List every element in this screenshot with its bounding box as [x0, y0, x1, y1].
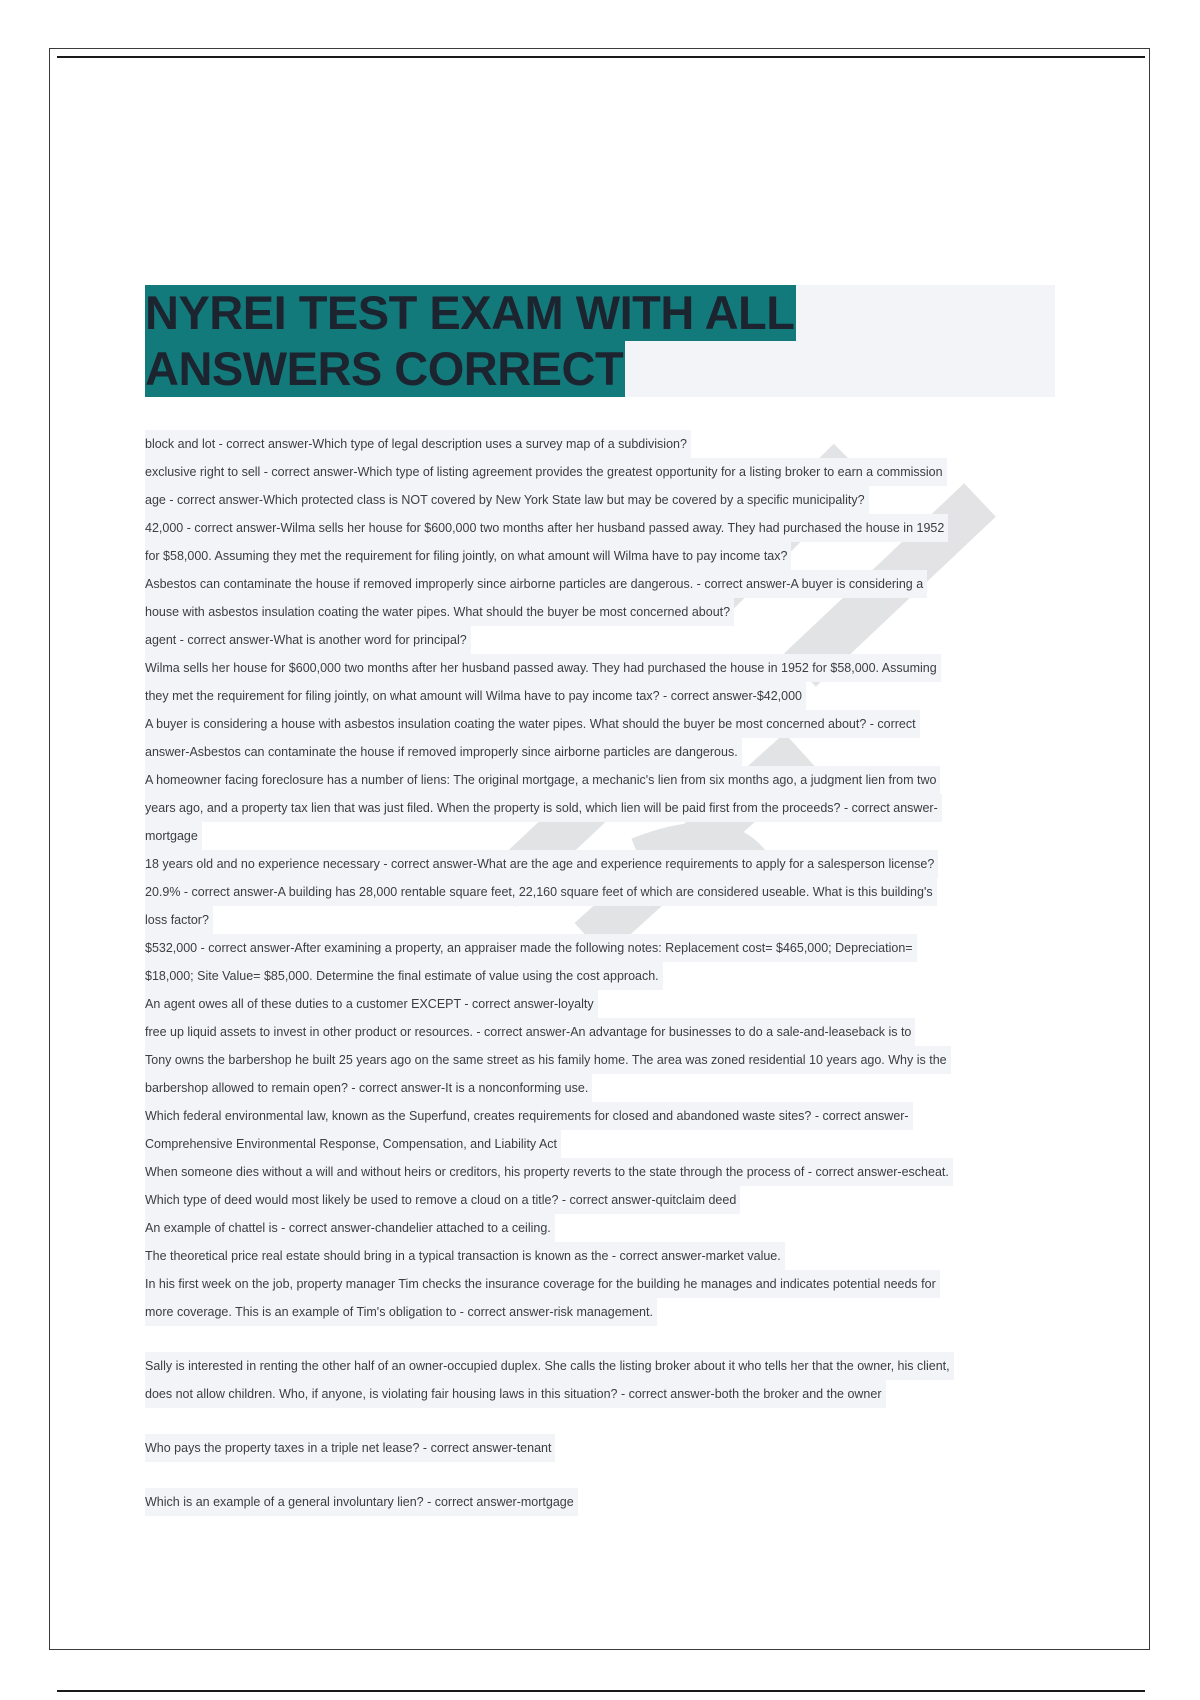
text-line: mortgage — [145, 822, 202, 850]
text-line: Sally is interested in renting the other half of an owner-occupied duplex. She calls the listing broker about it who tells her that the owner, his client, — [145, 1352, 954, 1380]
text-line: loss factor? — [145, 906, 213, 934]
text-line: A homeowner facing foreclosure has a number of liens: The original mortgage, a mechanic's lien from six months ago, a judgment lien from two — [145, 766, 940, 794]
text-line: for $58,000. Assuming they met the requirement for filing jointly, on what amount will Wilma have to pay income tax? — [145, 542, 791, 570]
document-title — [145, 285, 1055, 397]
paragraph-gap — [145, 1326, 1065, 1352]
text-line: years ago, and a property tax lien that was just filed. When the property is sold, which lien will be paid first from the proceeds? - correct answer- — [145, 794, 942, 822]
title-line-1: NYREI TEST EXAM WITH ALL — [145, 286, 795, 339]
text-line: barbershop allowed to remain open? - correct answer-It is a nonconforming use. — [145, 1074, 592, 1102]
text-line: $18,000; Site Value= $85,000. Determine the final estimate of value using the cost approach. — [145, 962, 663, 990]
paragraph-gap — [145, 1462, 1065, 1488]
text-line: Wilma sells her house for $600,000 two months after her husband passed away. They had purchased the house in 1952 for $58,000. Assuming — [145, 654, 941, 682]
text-line: 18 years old and no experience necessary - correct answer-What are the age and experience requirements to apply for a salesperson license? — [145, 850, 938, 878]
text-line: exclusive right to sell - correct answer-Which type of listing agreement provides the greatest opportunity for a listing broker to earn a commission — [145, 458, 947, 486]
text-line: When someone dies without a will and without heirs or creditors, his property reverts to the state through the process of - correct answer-escheat. — [145, 1158, 953, 1186]
text-line: does not allow children. Who, if anyone, is violating fair housing laws in this situation? - correct answer-both the broker and the owner — [145, 1380, 886, 1408]
text-line: Tony owns the barbershop he built 25 years ago on the same street as his family home. The area was zoned residential 10 years ago. Why is the — [145, 1046, 951, 1074]
document-body — [145, 430, 1065, 1516]
text-line: Comprehensive Environmental Response, Compensation, and Liability Act — [145, 1130, 561, 1158]
text-line: $532,000 - correct answer-After examining a property, an appraiser made the following notes: Replacement cost= $465,000; Depreciation= — [145, 934, 917, 962]
bottom-rule — [57, 1690, 1145, 1692]
text-line: answer-Asbestos can contaminate the house if removed improperly since airborne particles are dangerous. — [145, 738, 742, 766]
text-line: Who pays the property taxes in a triple net lease? - correct answer-tenant — [145, 1434, 555, 1462]
text-line: free up liquid assets to invest in other product or resources. - correct answer-An advantage for businesses to do a sale-and-leaseback is to — [145, 1018, 915, 1046]
text-line: 20.9% - correct answer-A building has 28,000 rentable square feet, 22,160 square feet of which are considered useable. What is this building's — [145, 878, 937, 906]
text-line: An agent owes all of these duties to a customer EXCEPT - correct answer-loyalty — [145, 990, 598, 1018]
text-line: Asbestos can contaminate the house if removed improperly since airborne particles are dangerous. - correct answer-A buyer is considering a — [145, 570, 927, 598]
text-line: block and lot - correct answer-Which type of legal description uses a survey map of a subdivision? — [145, 430, 691, 458]
text-line: house with asbestos insulation coating the water pipes. What should the buyer be most concerned about? — [145, 598, 734, 626]
text-line: they met the requirement for filing jointly, on what amount will Wilma have to pay income tax? - correct answer-$42,000 — [145, 682, 806, 710]
top-rule — [57, 56, 1145, 58]
text-line: agent - correct answer-What is another word for principal? — [145, 626, 471, 654]
text-line: In his first week on the job, property manager Tim checks the insurance coverage for the building he manages and indicates potential needs for — [145, 1270, 940, 1298]
text-line: age - correct answer-Which protected class is NOT covered by New York State law but may be covered by a specific municipality? — [145, 486, 869, 514]
text-line: 42,000 - correct answer-Wilma sells her house for $600,000 two months after her husband passed away. They had purchased the house in 1952 — [145, 514, 948, 542]
paragraph-gap — [145, 1408, 1065, 1434]
text-line: Which is an example of a general involuntary lien? - correct answer-mortgage — [145, 1488, 578, 1516]
text-line: Which type of deed would most likely be used to remove a cloud on a title? - correct answer-quitclaim deed — [145, 1186, 740, 1214]
text-line: Which federal environmental law, known as the Superfund, creates requirements for closed and abandoned waste sites? - correct answer- — [145, 1102, 913, 1130]
text-line: The theoretical price real estate should bring in a typical transaction is known as the - correct answer-market value. — [145, 1242, 785, 1270]
title-line-2: ANSWERS CORRECT — [145, 342, 624, 395]
text-line: more coverage. This is an example of Tim's obligation to - correct answer-risk management. — [145, 1298, 657, 1326]
text-line: An example of chattel is - correct answer-chandelier attached to a ceiling. — [145, 1214, 555, 1242]
text-line: A buyer is considering a house with asbestos insulation coating the water pipes. What should the buyer be most concerned about? - correct — [145, 710, 920, 738]
